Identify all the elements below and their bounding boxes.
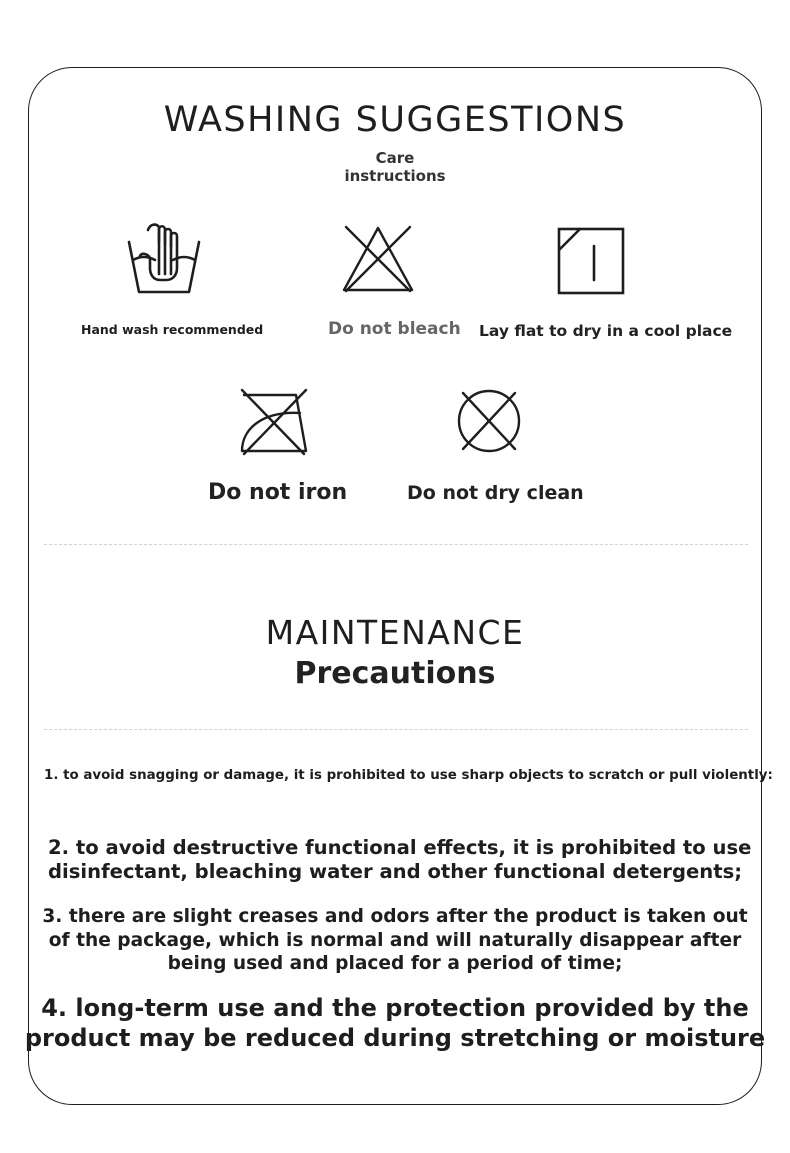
do-not-dry-clean-icon xyxy=(455,387,523,455)
precaution-item-3-line-3: being used and placed for a period of time; xyxy=(167,953,623,974)
hand-wash-icon xyxy=(126,222,202,296)
precaution-item-1: 1. to avoid snagging or damage, it is prohibited to use sharp objects to scratch or pull violently: xyxy=(44,768,773,783)
do-not-bleach-label: Do not bleach xyxy=(328,319,461,339)
hand-wash-label: Hand wash recommended xyxy=(81,322,264,337)
care-subtitle-line-2: instructions xyxy=(344,167,446,185)
do-not-bleach-icon xyxy=(340,225,416,293)
maintenance-subtitle: Precautions xyxy=(294,656,496,691)
section-divider-2 xyxy=(44,729,748,730)
maintenance-title: MAINTENANCE xyxy=(265,613,525,652)
precaution-item-4-line-1: 4. long-term use and the protection provided by the xyxy=(41,994,749,1022)
page-title: WASHING SUGGESTIONS xyxy=(163,100,627,140)
section-divider-1 xyxy=(44,544,748,545)
do-not-dry-clean-label: Do not dry clean xyxy=(407,482,584,504)
do-not-iron-icon xyxy=(238,387,310,457)
dry-flat-label: Lay flat to dry in a cool place xyxy=(479,322,733,340)
care-subtitle-line-1: Care xyxy=(375,149,415,167)
precaution-item-4 xyxy=(0,993,790,1053)
precaution-item-3 xyxy=(0,905,790,976)
precaution-item-3-line-2: of the package, which is normal and will naturally disappear after xyxy=(48,929,742,951)
precaution-item-2-line-2: disinfectant, bleaching water and other functional detergents; xyxy=(48,860,743,883)
dry-flat-shade-icon xyxy=(556,226,626,296)
precaution-item-2 xyxy=(48,836,751,884)
do-not-iron-label: Do not iron xyxy=(208,480,348,505)
precaution-item-4-line-2: product may be reduced during stretching or moisture xyxy=(24,1024,766,1052)
care-subtitle xyxy=(295,149,495,185)
precaution-item-2-line-1: 2. to avoid destructive functional effects, it is prohibited to use xyxy=(48,836,752,859)
precaution-item-3-line-1: 3. there are slight creases and odors after the product is taken out xyxy=(42,906,748,927)
